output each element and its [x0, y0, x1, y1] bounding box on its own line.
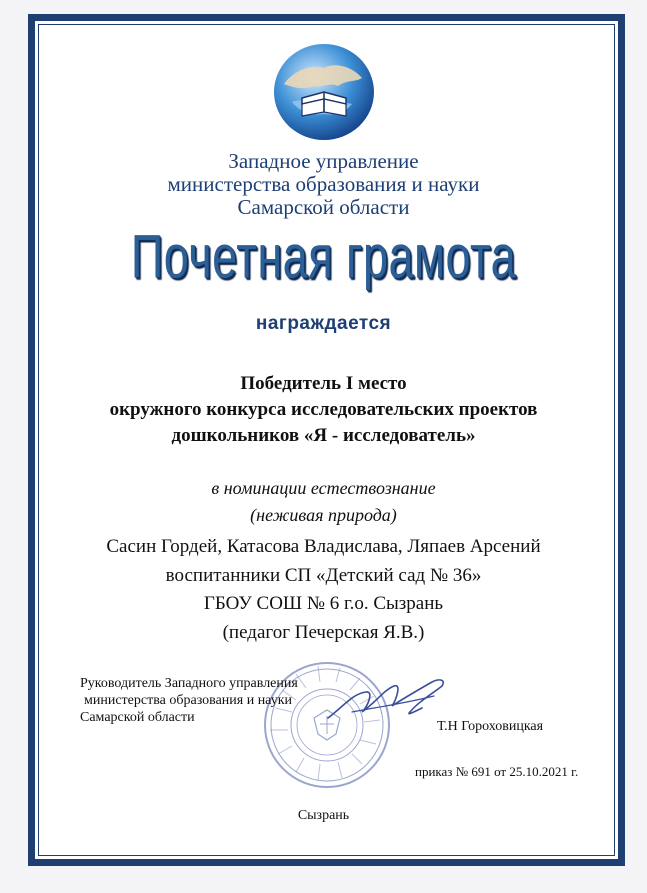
awarded-label: награждается	[255, 313, 392, 334]
signatory-line-2: министерства образования и науки	[84, 693, 292, 708]
signatory-name: Т.Н Гороховицкая	[437, 719, 544, 734]
organization-name	[0, 150, 647, 219]
organization-line-3: Самарской области	[237, 195, 410, 219]
signatory-line-1: Руководитель Западного управления	[80, 676, 298, 691]
organization-line-1: Западное управление	[228, 149, 419, 173]
recipient-teacher: (педагог Печерская Я.В.)	[222, 621, 425, 643]
signatory-position	[80, 675, 298, 726]
organization-line-2: министерства образования и науки	[167, 172, 480, 196]
certificate-title: Почетная грамота	[130, 222, 517, 291]
award-line-1: Победитель I место	[240, 373, 407, 394]
nomination-line-2: (неживая природа)	[250, 505, 397, 525]
globe-book-emblem-icon	[272, 42, 376, 142]
award-description	[0, 371, 647, 449]
recipient-pupils: воспитанники СП «Детский сад № 36»	[165, 564, 482, 586]
award-line-3: дошкольников «Я - исследователь»	[171, 425, 476, 446]
handwritten-signature-icon	[322, 672, 452, 732]
order-reference: приказ № 691 от 25.10.2021 г.	[415, 764, 579, 779]
signatory-line-3: Самарской области	[80, 710, 195, 725]
recipient-names: Сасин Гордей, Катасова Владислава, Ляпаев Арсений	[106, 536, 541, 557]
nomination-line-1: в номинации естествознание	[211, 478, 436, 498]
award-line-2: окружного конкурса исследовательских проектов	[109, 399, 538, 420]
recipient-school: ГБОУ СОШ № 6 г.о. Сызрань	[203, 593, 444, 614]
recipients	[0, 533, 647, 647]
nomination	[0, 475, 647, 529]
city-name: Сызрань	[297, 808, 350, 823]
